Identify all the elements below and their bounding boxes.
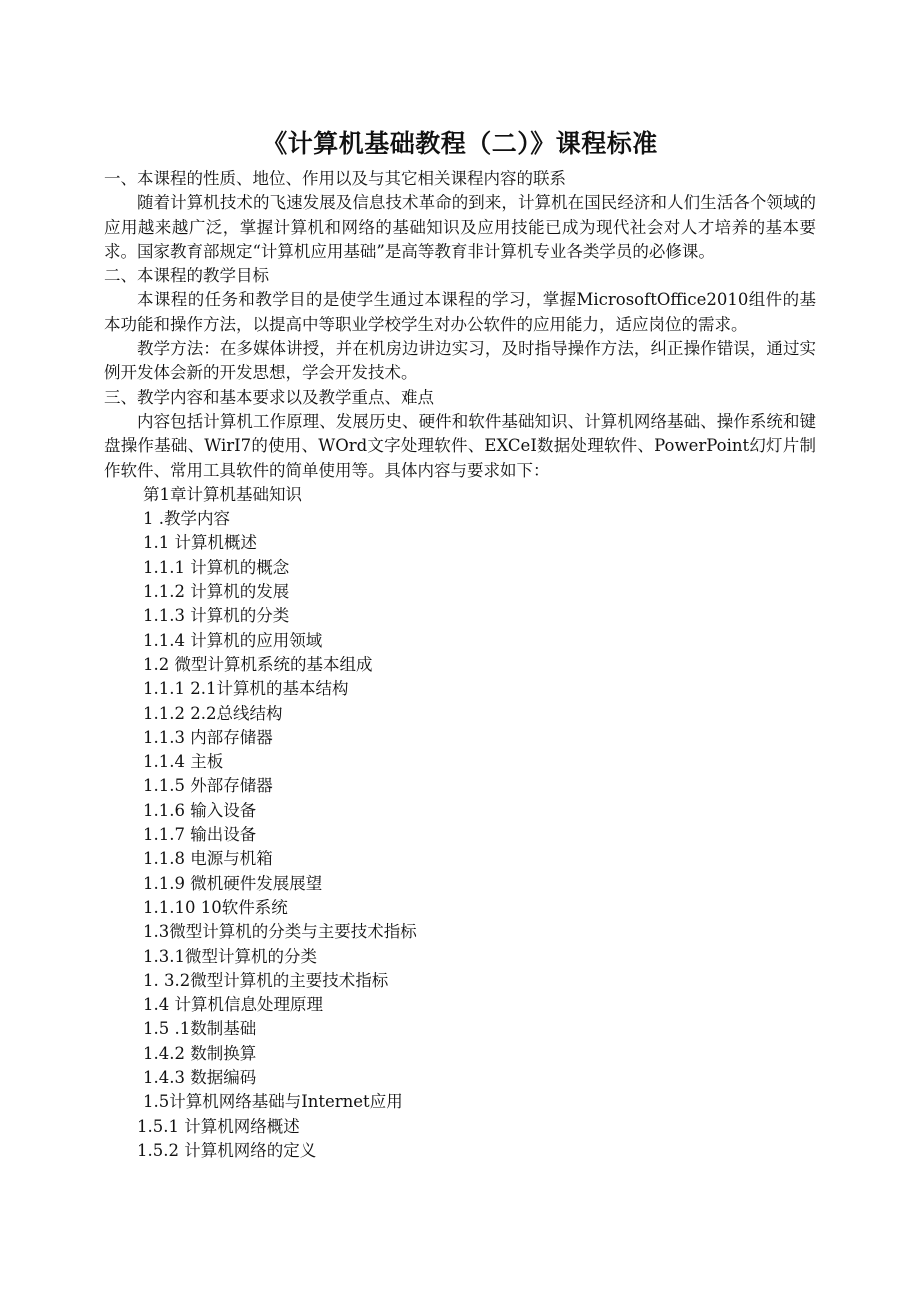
outline-item: 1.1.1 计算机的概念 [143,557,290,577]
body-paragraph: 内容包括计算机工作原理、发展历史、硬件和软件基础知识、计算机网络基础、操作系统和键盘操作基础、WirI7的使用、WOrd文字处理软件、EXCeI数据处理软件、PowerPoint幻灯片制作软件、常用工具软件的简单使用等。具体内容与要求如下： [104,411,816,480]
body-paragraph: 本课程的任务和教学目的是使学生通过本课程的学习，掌握MicrosoftOffice2010组件的基本功能和操作方法，以提高中等职业学校学生对办公软件的应用能力，适应岗位的需求。 [104,290,816,334]
outline-item: 1.4.3 数据编码 [143,1067,257,1087]
outline-item: 1.1.8 电源与机箱 [143,849,273,869]
section-heading: 一、本课程的性质、地位、作用以及与其它相关课程内容的联系 [104,169,566,188]
outline-item: 1.2 微型计算机系统的基本组成 [143,654,373,674]
outline-item: 1. 3.2微型计算机的主要技术指标 [143,970,389,990]
outline-item: 1.4 计算机信息处理原理 [143,995,323,1015]
outline-item: 1.1.4 主板 [143,752,224,772]
outline-item: 1.1.7 输出设备 [143,825,257,845]
outline-item: 1.5.2 计算机网络的定义 [137,1140,317,1160]
outline-item: 1.5计算机网络基础与Internet应用 [143,1092,403,1112]
outline-item: 1.1.3 内部存储器 [143,727,273,747]
outline-item: 1.1.6 输入设备 [143,800,257,820]
outline-item: 1.3.1微型计算机的分类 [143,946,317,966]
outline-item: 1.4.2 数制换算 [143,1043,257,1063]
document-body [104,167,816,1163]
body-paragraph: 教学方法：在多媒体讲授，并在机房边讲边实习，及时指导操作方法，纠正操作错误，通过实例开发体会新的开发思想，学会开发技术。 [104,339,816,383]
outline-item: 1.5 .1数制基础 [143,1019,257,1039]
outline-item: 1 .教学内容 [143,509,230,529]
outline-item: 1.1.5 外部存储器 [143,776,273,796]
outline-item: 第1章计算机基础知识 [143,484,302,504]
outline-item: 1.1 计算机概述 [143,533,257,553]
outline-item: 1.1.3 计算机的分类 [143,606,290,626]
outline-item: 1.1.10 10软件系统 [143,897,288,917]
body-paragraph: 随着计算机技术的飞速发展及信息技术革命的到来，计算机在国民经济和人们生活各个领域的应用越来越广泛，掌握计算机和网络的基础知识及应用技能已成为现代社会对人才培养的基本要求。国家教育部规定“计算机应用基础”是高等教育非计算机专业各类学员的必修课。 [104,193,816,261]
outline-item: 1.1.2 2.2总线结构 [143,703,283,723]
outline-item: 1.1.2 计算机的发展 [143,582,290,602]
outline-item: 1.1.1 2.1计算机的基本结构 [143,679,349,699]
outline-item: 1.5.1 计算机网络概述 [137,1116,300,1136]
section-heading: 三、教学内容和基本要求以及教学重点、难点 [104,387,434,407]
section-heading: 二、本课程的教学目标 [104,266,269,286]
outline-item: 1.3微型计算机的分类与主要技术指标 [143,922,417,942]
content-outline [104,483,816,1163]
document-title: 《计算机基础教程（二）》课程标准 [262,129,658,158]
outline-item: 1.1.4 计算机的应用领域 [143,630,323,650]
outline-item: 1.1.9 微机硬件发展展望 [143,873,323,893]
